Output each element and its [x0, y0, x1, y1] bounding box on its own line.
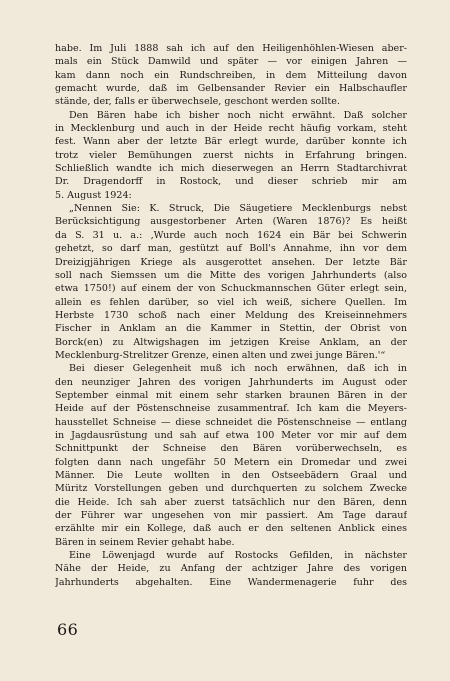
text-line: Fischer in Anklam an die Kammer in Stettin, der Obrist von: [55, 323, 407, 335]
text-line: Heide auf der Pöstenschneise zusammentraf. Ich kam die Meyers-: [55, 403, 407, 415]
text-line: die Heide. Ich sah aber zuerst tatsächlich nur den Bären, denn: [55, 496, 407, 508]
text-line: Schnittpunkt der Schneise den Bären vorüberwechseln, es: [55, 443, 407, 455]
text-line: stände, der, falls er überwechsele, geschont werden sollte.: [55, 96, 340, 108]
text-line: Nähe der Heide, zu Anfang der achtziger Jahre des vorigen: [55, 563, 407, 575]
text-line: Bei dieser Gelegenheit muß ich noch erwähnen, daß ich in: [69, 363, 407, 375]
text-line: in Jagdausrüstung und sah auf etwa 100 Meter vor mir auf dem: [55, 429, 407, 441]
text-line: trotz vieler Bemühungen zuerst nichts in Erfahrung bringen.: [55, 149, 407, 161]
text-line: soll nach Siemssen um die Mitte des vorigen Jahrhunderts (also: [55, 269, 407, 281]
text-line: 5. August 1924:: [55, 189, 132, 201]
text-line: Den Bären habe ich bisher noch nicht erwähnt. Daß solcher: [69, 109, 407, 121]
text-line: Schließlich wandte ich mich dieserwegen an Herrn Stadtarchivrat: [55, 163, 407, 175]
body-text: [55, 42, 407, 589]
text-line: gehetzt, so darf man, gestützt auf Boll's Annahme, ihn vor dem: [55, 243, 407, 255]
text-line: Mecklenburg-Strelitzer Grenze, einen alten und zwei junge Bären.'“: [55, 349, 386, 361]
text-line: Jahrhunderts abgehalten. Eine Wandermenagerie fuhr des: [55, 576, 407, 588]
text-line: hausstellet Schneise — diese schneidet die Pöstenschneise — entlang: [55, 416, 407, 428]
text-line: Herbste 1730 schoß nach einer Meldung des Kreiseinnehmers: [55, 309, 407, 321]
text-line: September einmal mit einem sehr starken braunen Bären in der: [55, 389, 407, 401]
text-line: etwa 1750!) auf einem der von Schuckmannschen Güter erlegt sein,: [55, 283, 407, 295]
text-line: Dreizigjährigen Kriege als ausgerottet ansehen. Der letzte Bär: [55, 256, 407, 268]
text-line: Männer. Die Leute wollten in den Ostseebädern Graal und: [55, 470, 407, 481]
text-line: Eine Löwenjagd wurde auf Rostocks Gefilden, in nächster: [69, 550, 407, 562]
text-line: allein es fehlen darüber, so viel ich weiß, sichere Quellen. Im: [55, 296, 407, 308]
text-line: erzählte mir ein Kollege, daß auch er den seltenen Anblick eines: [55, 523, 407, 535]
text-line: kam dann noch ein Rundschreiben, in dem Mitteilung davon: [55, 69, 407, 81]
text-line: Bären in seinem Revier gehabt habe.: [55, 536, 235, 548]
text-line: Müritz Vorstellungen geben und durchquerten zu solchem Zwecke: [55, 483, 407, 495]
text-line: Berücksichtigung ausgestorbener Arten (Waren 1876)? Es heißt: [55, 216, 407, 228]
text-line: folgten dann nach ungefähr 50 Metern ein Dromedar und zwei: [55, 456, 407, 468]
text-line: Dr. Dragendorff in Rostock, und dieser schrieb mir am: [55, 176, 407, 188]
page-number: 66: [57, 620, 79, 639]
text-line: da S. 31 u. a.: ‚Wurde auch noch 1624 ein Bär bei Schwerin: [55, 229, 407, 241]
text-line: in Mecklenburg und auch in der Heide recht häufig vorkam, steht: [55, 123, 407, 135]
text-line: den neunziger Jahren des vorigen Jahrhunderts im August oder: [55, 376, 407, 388]
text-line: „Nennen Sie: K. Struck, Die Säugetiere Mecklenburgs nebst: [69, 203, 407, 215]
text-line: mals ein Stück Damwild und später — vor einigen Jahren —: [55, 56, 407, 68]
text-line: der Führer war ungesehen von mir passiert. Am Tage darauf: [55, 510, 407, 522]
text-line: Borck(en) zu Altwigshagen im jetzigen Kreise Anklam, an der: [55, 336, 407, 348]
text-line: habe. Im Juli 1888 sah ich auf den Heiligenhöhlen-Wiesen aber-: [55, 43, 407, 54]
text-line: gemacht wurde, daß im Gelbensander Revier ein Halbschaufler: [55, 83, 407, 95]
text-line: fest. Wann aber der letzte Bär erlegt wurde, darüber konnte ich: [55, 136, 407, 148]
